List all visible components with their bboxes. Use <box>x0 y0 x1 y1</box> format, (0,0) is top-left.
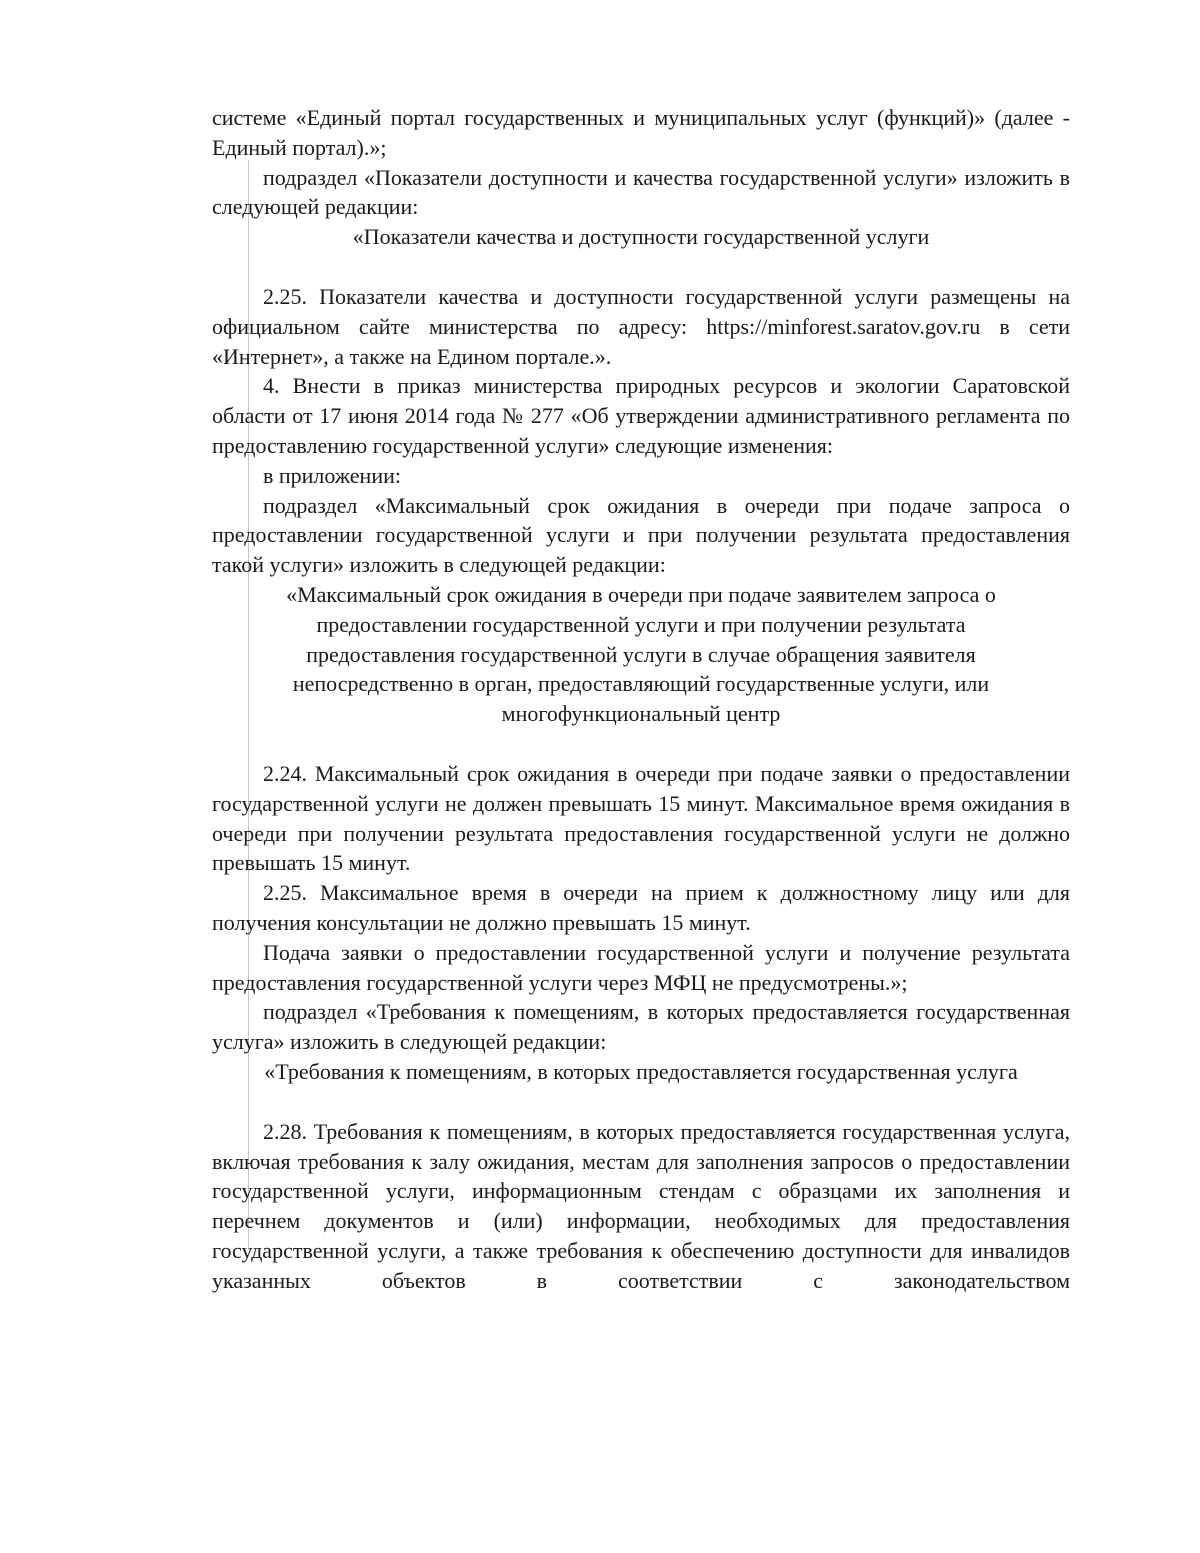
heading-premises: «Требования к помещениям, в которых предоставляется государственная услуга <box>264 1058 1018 1084</box>
paragraph-subsection-premises: подраздел «Требования к помещениям, в которых предоставляется государственная услуга» изложить в следующей редакции: <box>212 999 1070 1055</box>
heading-quality: «Показатели качества и доступности государственной услуги <box>352 224 930 250</box>
spacer <box>212 729 1070 759</box>
spacer <box>212 1087 1070 1117</box>
paragraph-2-25-quality: 2.25. Показатели качества и доступности государственной услуги размещены на официальном сайте министерства по адресу: https://minforest.saratov.gov.ru в сети «Интернет», а также на Едином портале.». <box>212 283 1070 369</box>
paragraph-continuation: системе «Единый портал государственных и муниципальных услуг (функций)» (далее - Единый портал).»; <box>212 105 1070 160</box>
paragraph-2-28: 2.28. Требования к помещениям, в которых предоставляется государственная услуга, включая требования к залу ожидания, местам для заполнения запросов о предоставлении государственной услуги, информационным стендам с образцами их заполнения и перечнем документов и (или) информации, необходимых для предоставления государственной услуги, а также требования к обеспечению доступности для инвалидов указанных объектов в соответствии с законодательством <box>212 1118 1070 1293</box>
document-page <box>212 103 1070 1295</box>
paragraph-item-4: 4. Внести в приказ министерства природных ресурсов и экологии Саратовской области от 17 июня 2014 года № 277 «Об утверждении административного регламента по предоставлению государственной услуги» следующие изменения: <box>212 373 1070 458</box>
paragraph-in-appendix: в приложении: <box>263 462 401 488</box>
spacer <box>212 252 1070 282</box>
heading-waiting: «Максимальный срок ожидания в очереди при подаче заявителем запроса о предоставлении государственной услуги и при получении результата предоставления государственной услуги в случае обращения заявителя непосредственно в орган, предоставляющий государственные услуги, или многофункциональный центр <box>286 581 996 727</box>
paragraph-subsection-quality: подраздел «Показатели доступности и качества государственной услуги» изложить в следующей редакции: <box>212 164 1070 220</box>
paragraph-2-25-queue: 2.25. Максимальное время в очереди на прием к должностному лицу или для получения консультации не должно превышать 15 минут. <box>212 880 1070 935</box>
paragraph-mfc: Подача заявки о предоставлении государственной услуги и получение результата предоставления государственной услуги через МФЦ не предусмотрены.»; <box>212 939 1070 995</box>
paragraph-2-24: 2.24. Максимальный срок ожидания в очереди при подаче заявки о предоставлении государственной услуги не должен превышать 15 минут. Максимальное время ожидания в очереди при получении результата предоставления государственной услуги не должно превышать 15 минут. <box>212 760 1070 876</box>
paragraph-subsection-waiting: подраздел «Максимальный срок ожидания в очереди при подаче запроса о предоставлении государственной услуги и при получении результата предоставления такой услуги» изложить в следующей редакции: <box>212 492 1070 578</box>
